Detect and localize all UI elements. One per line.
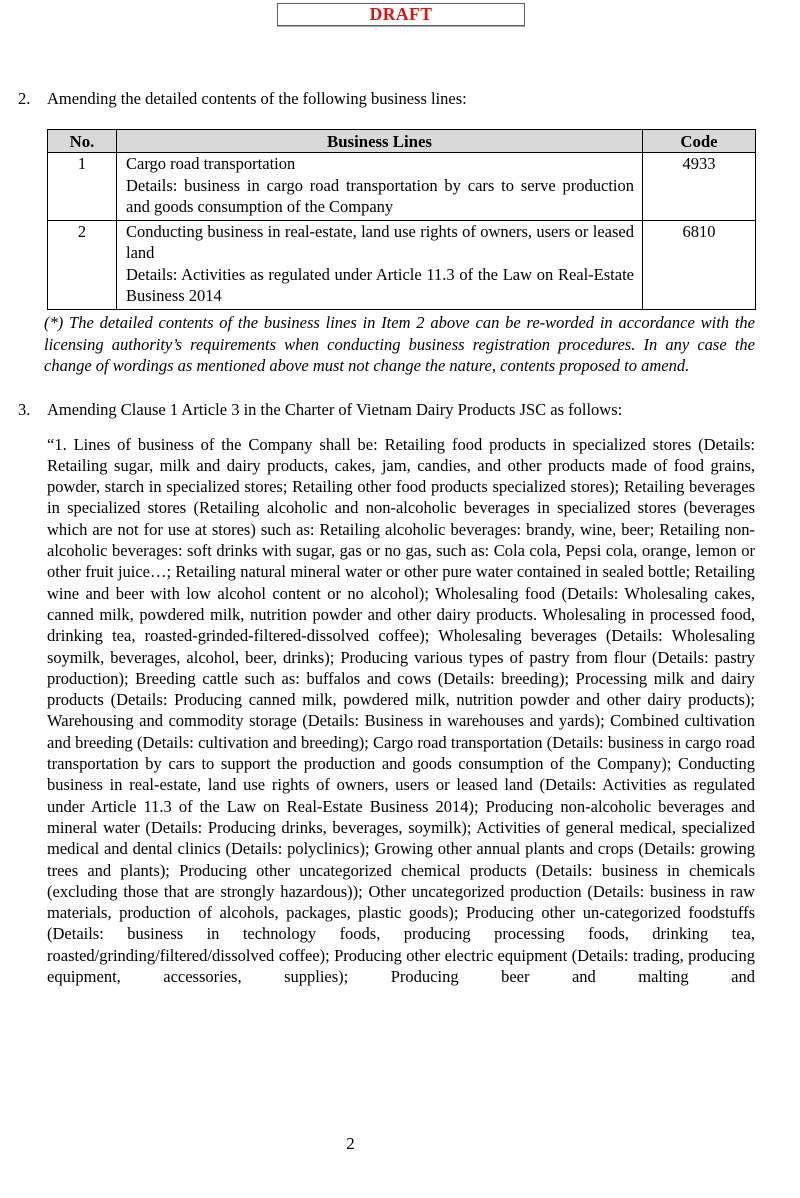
row-2-number: 2	[48, 221, 117, 310]
row-2-details: Details: Activities as regulated under Article 11.3 of the Law on Real-Estate Business 2014	[126, 264, 634, 306]
row-1-details: Details: business in cargo road transportation by cars to serve production and goods consumption of the Company	[126, 175, 634, 216]
section-3-heading: Amending Clause 1 Article 3 in the Charter of Vietnam Dairy Products JSC as follows:	[47, 400, 623, 420]
table-footnote: (*) The detailed contents of the business lines in Item 2 above can be re-worded in accordance with the licensing authority’s requirements when conducting business registration procedures. In any case the change of wordings as mentioned above must not change the nature, contents proposed to amend.	[44, 313, 755, 375]
row-1-business-line	[117, 153, 643, 221]
table-header-row	[48, 130, 756, 153]
row-1-number: 1	[48, 153, 117, 221]
section-2-number: 2.	[18, 89, 31, 108]
business-lines-table	[47, 129, 756, 310]
section-3-number: 3.	[18, 400, 31, 420]
table-header-no: No.	[48, 130, 117, 153]
table-row	[48, 221, 756, 310]
table-header-business-lines: Business Lines	[117, 130, 643, 153]
table-row	[48, 153, 756, 221]
charter-clause-text: “1. Lines of business of the Company shall be: Retailing food products in specialized stores (Details: Retailing sugar, milk and dairy products, cakes, jam, candies, and other products made of food grains, powder, starch in specialized stores; Retailing other food products specialized stores); Retailing beverages in specialized stores (Retailing alcoholic and non-alcoholic beverages in specialized stores (beverages which are not for use at stores) such as: Retailing alcoholic beverages: brandy, wine, beer; Retailing non-alcoholic beverages: soft drinks with sugar, gas or no gas, such as: Cola cola, Pepsi cola, orange, lemon or other fruit juice…; Retailing natural mineral water or other pure water contained in sealed bottle; Retailing wine and beer with low alcohol content or no alcohol); Wholesaling food (Details: Wholesaling cakes, canned milk, powdered milk, nutrition powder and other dairy products. Wholesaling in processed food, drinking tea, roasted-grinded-filtered-dissolved coffee); Wholesaling beverages (Details: Wholesaling soymilk, beverages, alcohol, beer, drinks); Producing various types of pastry from flour (Details: pastry production); Breeding cattle such as: buffalos and cows (Details: breeding); Processing milk and dairy products (Details: Producing canned milk, powdered milk, nutrition powder and other dairy products); Warehousing and commodity storage (Details: Business in warehouses and yards); Combined cultivation and breeding (Details: cultivation and breeding); Cargo road transportation (Details: business in cargo road transportation by cars to support the production and goods consumption of the Company); Conducting business in real-estate, land use rights of owners, users or leased land (Details: Activities as regulated under Article 11.3 of the Law on Real-Estate Business 2014); Producing non-alcoholic beverages and mineral water (Details: Producing drinks, beverages, soymilk); Activities of general medical, specialized medical and dental clinics (Details: polyclinics); Growing other annual plants and crops (Details: growing trees and plants); Producing other uncategorized chemical products (Details: business in chemicals (excluding those that are strongly hazardous)); Other uncategorized production (Details: business in raw materials, production of alcohols, packages, plastic goods); Producing other un-categorized foodstuffs (Details: business in technology foods, producing processing foods, drinking tea, roasted/grinding/filtered/dissolved coffee); Producing other electric equipment (Details: trading, producing equipment, accessories, supplies); Producing beer and malting and	[47, 434, 755, 986]
section-3	[18, 399, 755, 420]
page-number: 2	[346, 1134, 355, 1153]
section-2-heading: Amending the detailed contents of the following business lines:	[47, 89, 467, 108]
row-2-title: Conducting business in real-estate, land use rights of owners, users or leased land	[126, 222, 634, 263]
row-2-code: 6810	[643, 221, 756, 310]
row-2-business-line	[117, 221, 643, 310]
row-1-title: Cargo road transportation	[126, 154, 296, 174]
row-1-code: 4933	[643, 153, 756, 221]
draft-label: DRAFT	[369, 4, 433, 24]
table-header-code: Code	[643, 130, 756, 153]
section-2	[18, 88, 755, 109]
